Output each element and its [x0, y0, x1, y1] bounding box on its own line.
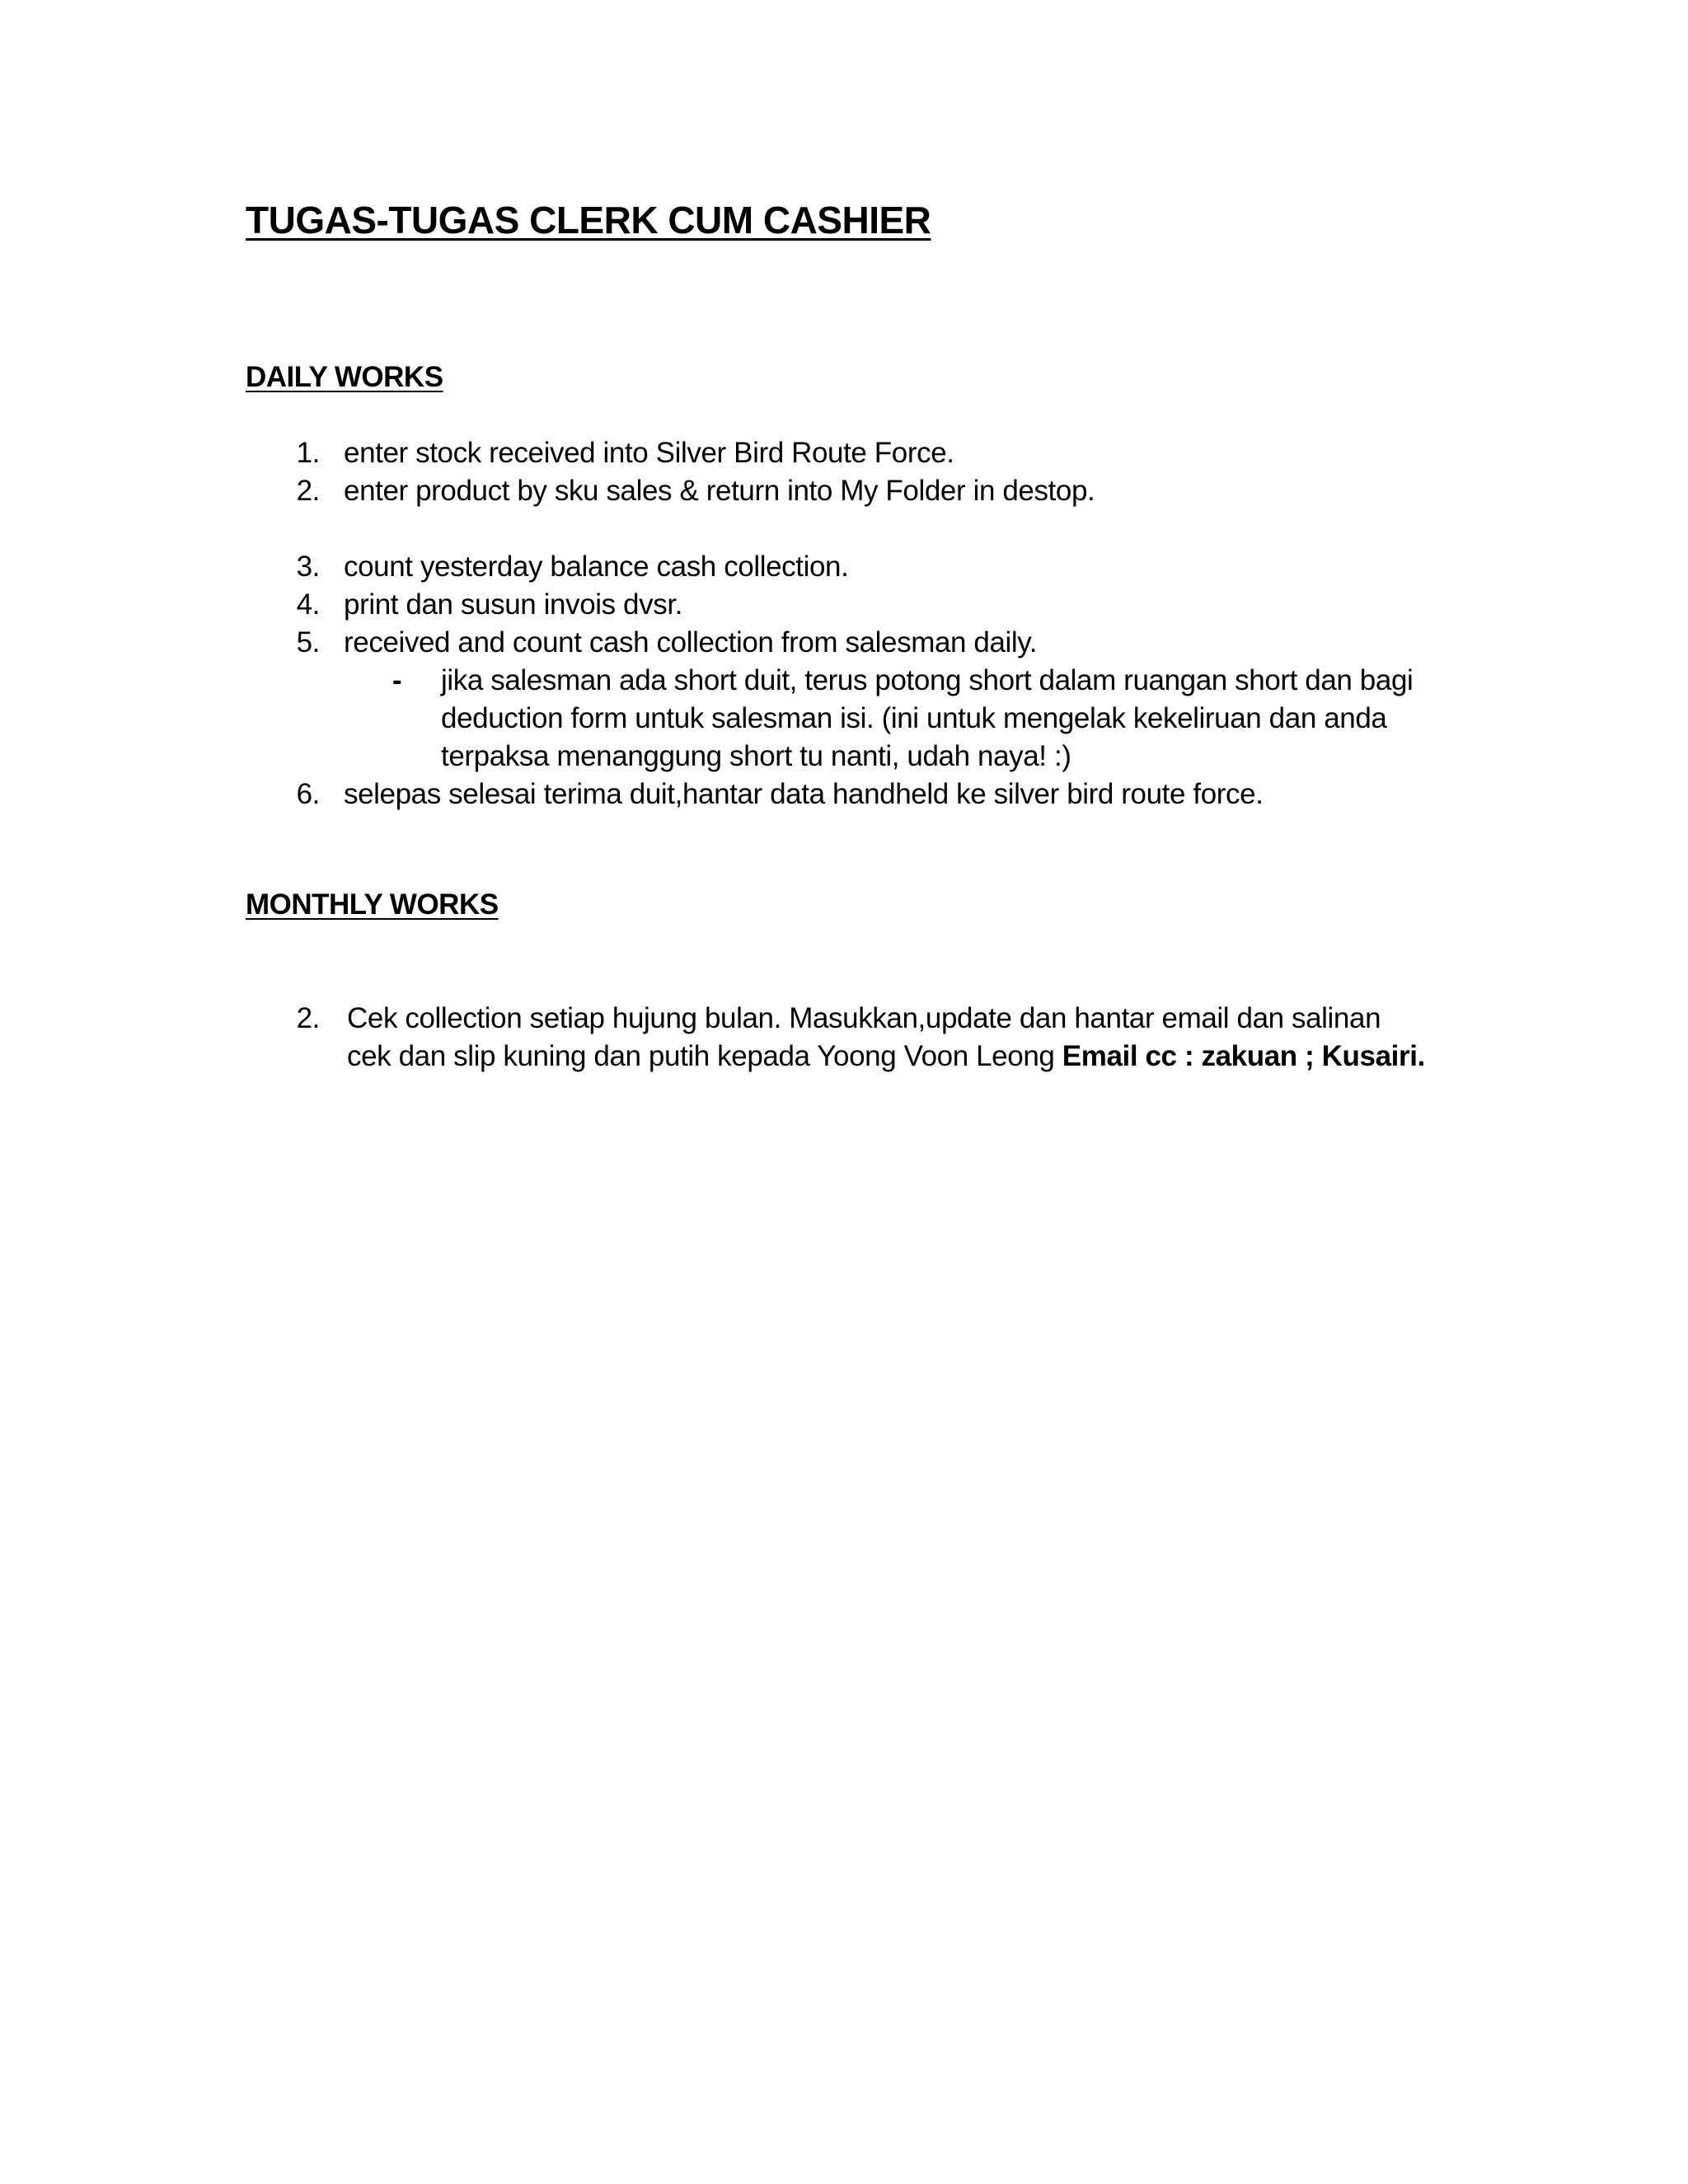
sub-list-item-line: terpaksa menanggung short tu nanti, udah naya! :): [441, 740, 1071, 772]
bullet-dash: -: [392, 664, 402, 696]
list-item-text: print dan susun invois dvsr.: [344, 588, 682, 621]
list-item-text: cek dan slip kuning dan putih kepada Yoong Voon Leong: [347, 1040, 1062, 1072]
list-item-number: 5.: [296, 626, 320, 658]
list-item-number: 2.: [296, 1002, 320, 1034]
list-item-text: received and count cash collection from salesman daily.: [344, 626, 1038, 658]
monthly-works-heading: MONTHLY WORKS: [246, 888, 499, 921]
sub-list-item-line: jika salesman ada short duit, terus potong short dalam ruangan short dan bagi: [441, 664, 1414, 696]
list-item-number: 1.: [296, 437, 320, 469]
list-item-text: Cek collection setiap hujung bulan. Masukkan,update dan hantar email dan salinan: [347, 1002, 1381, 1034]
list-item-number: 6.: [296, 778, 320, 810]
list-item-number: 2.: [296, 475, 320, 507]
email-cc-text: Email cc : zakuan ; Kusairi.: [1062, 1040, 1425, 1072]
list-item-number: 3.: [296, 551, 320, 583]
list-item-text: selepas selesai terima duit,hantar data handheld ke silver bird route force.: [344, 778, 1264, 810]
sub-list-item-line: deduction form untuk salesman isi. (ini untuk mengelak kekeliruan dan anda: [441, 702, 1387, 734]
daily-works-heading: DAILY WORKS: [246, 361, 443, 393]
list-item-text: enter product by sku sales & return into My Folder in destop.: [344, 475, 1095, 507]
list-item-text: enter stock received into Silver Bird Route Force.: [344, 437, 954, 469]
list-item-number: 4.: [296, 588, 320, 621]
page-title: TUGAS-TUGAS CLERK CUM CASHIER: [246, 199, 931, 241]
list-item-line-wrapper: [347, 1038, 1425, 1076]
list-item-text: count yesterday balance cash collection.: [344, 551, 849, 583]
